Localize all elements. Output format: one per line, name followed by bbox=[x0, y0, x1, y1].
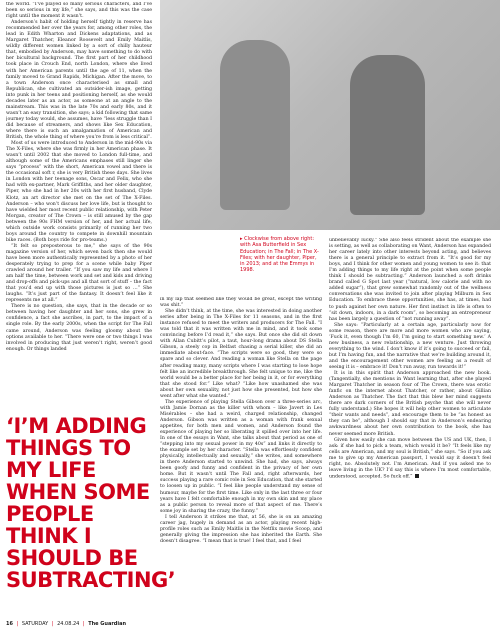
page-number: 16 bbox=[6, 621, 13, 627]
photo-caption bbox=[240, 236, 322, 292]
paragraph-text: Given how easily she can move between the US and UK, then, I ask: if she had to pick a team, which would it be? “It feels like my cells are American, and my soul is British,” she says. “So if you ask me to give up my American passport, I would say it doesn’t feel right, no. Absolutely not. I’m American. And if you asked me to leave living in the UK? I’d say this is where I’m most comfortable, understood, accepted. So fuck off.” bbox=[329, 437, 491, 480]
photo-figure-left bbox=[220, 40, 290, 210]
article-column-2 bbox=[160, 297, 322, 615]
footer-separator: | bbox=[51, 621, 54, 627]
footer-section: SATURDAY bbox=[21, 621, 49, 627]
paragraph: Most of us were introduced to Anderson in the mid-90s via The X-Files, where she was firmly in her American phase. It wasn’t until 2002 that she moved to London full-time, and although some of the Americans emphases still linger she says “process” with the short, American vowel and there is the occasional soft r, she is very British these days. She lives in London with her teenage sons, Oscar and Felix, who she had with ex-partner, Mark Griffiths, and her older daughter, Piper, who she had in her 20s with her first husband, Clyde Klotz, an art director she met on the set of The X-Files. Anderson – who won’t discuss her love life, but is thought to have wielded her most recent public relationship, with Peter Morgan, creator of The Crown – is still amused by the gap between the 90s FHM version of her, and her actual life, which outside work consists primarily of running her two boys around the country to compete in downhill mountain bike races. (Both boys ride for pro-teams.) bbox=[6, 141, 152, 243]
photo-figure-right bbox=[350, 55, 425, 215]
end-mark-icon bbox=[415, 474, 419, 478]
paragraph: “It felt so preposterous to me,” she says of the 90s magazine version of her, which seven back then she would have been more authentically represented by a photo of her desperately trying to prep for a scene while baby Piper crawled around her trailer. “If you saw my life and where I am half the time, between work and set and kids and driving and drop-offs and pick-ups and all that sort of stuff – the fact that you’d end up with those pictures is just so …” She laughs. “It’s just part of the fantasy. It doesn’t feel like it represents me at all.” bbox=[6, 243, 152, 304]
footer-separator: | bbox=[16, 621, 19, 627]
footer-separator: | bbox=[82, 621, 85, 627]
paragraph: There is no question, she says, that in the decade or so between having her daughter and her sons, she grew in confidence, a fact she ascribes, in part, to the impact of a single role. By the early 2000s, when the script for The Fall came around, Anderson was feeling gloomy about the options available to her. “There were one or two things I was involved in producing that just weren’t right, weren’t good enough. Or things landed bbox=[6, 304, 152, 352]
photo-collage bbox=[160, 0, 500, 230]
page-footer bbox=[6, 619, 494, 629]
paragraph: She didn’t think, at the time, she was interested in doing another series after being in The X-Files for 11 seasons, and in the first instance refused to meet the writers and producers for The Fall. “I was told that it was written with me in mind, and it took some convincing before I’d read it,” she says. But once she did sit down with Allan Cubitt’s pilot, a taut, hour-long drama about DS Stella Gibson, a steely cop in Belfast chasing a serial killer, she did an immediate about-face. “The scripts were so good, they were so spare and so clever. And reading a woman like Stella on the page after reading many, many scripts where I was starting to lose hope felt like an incredible breakthrough. She felt unique to me, like the world would be a better place for her being in it, or for everything that she stood for.” Like what? “Like how unashamed she was about her own sexuality, not just how she presented, but how she went after what she wanted.” bbox=[160, 309, 322, 399]
footer-publication: The Guardian bbox=[88, 621, 127, 627]
caption-arrow-icon: ▸ bbox=[240, 236, 243, 242]
paragraph: The experience of playing Stella Gibson over a three-series arc, with Jamie Dornan as the killer with whom – like Javert in Les Misérables – she had a weird, charged relationship, changed Anderson. Gibson was written as a woman with frank sexual appetites, for both men and women, and Anderson found the experience of playing her so liberating it spilled over into her life. In one of the essays in Want, she talks about that period as one of “stepping into my sexual power in my 40s” and links it directly to the example set by her character. “Stella was effortlessly confident physically, intellectually and sexually,” she writes, and somewhere in there Anderson started to unwind. She had, she says, always been goofy and funny and confident in the privacy of her own home. But it wasn’t until The Fall and, right afterwards, her success playing a rare comic role in Sex Education, that she started to loosen up in public. “I feel like people understand my sense of humour, maybe for the first time. Like only in the last three or four years have I felt comfortable enough in my own skin and my place as a public person to reveal more of that aspect of me. There’s some joy in sharing the crazy, the funny.” bbox=[160, 399, 322, 514]
caption-text: Clockwise from above right: with Asa Butterfield in Sex Education; in The Fall; in The X-Files; with her daughter, Piper, in 2013; and at the Emmys in 1998. bbox=[240, 236, 319, 274]
paragraph: It is in this spirit that Anderson approached the new book. (Tangentially, she mentions in Want learning that, after she played Margaret Thatcher in season four of The Crown, there was erotic fanfic on the internet about Thatcher, or rather, about Gillian Anderson as Thatcher. The fact that this blew her mind suggests there are dark corners of the British psyche that she will never fully understand.) She hopes it will help other women to articulate “their wants and needs”, and encourage them to be “as honest as they can be”, although I should say that in Anderson’s endearing awkwardness about her own contribution to the book, she has never seemed more British. bbox=[329, 371, 491, 437]
photo-background bbox=[160, 0, 500, 230]
paragraph: I tell Anderson it strikes me that, at 56, she is on an amazing career jag, hugely in demand as an actor, playing recent high-profile roles such as Emily Maitlis in the Netflix movie Scoop, and generally giving the impression she has inherited the Earth. She doesn’t disagree. “I mean that is true! I feel that, and I feel bbox=[160, 514, 322, 544]
paragraph: Anderson’s habit of holding herself tightly in reserve has recommended her over the years for, among other roles, the lead in Edith Wharton and Dickens adaptations, and as Margaret Thatcher, Eleanor Roosevelt and Emily Maitlis, wildly different women linked by a sort of chilly hauteur that, embodied by Anderson, may have something to do with her bicultural background. The first part of her childhood took place in Crouch End, north London, where she lived with her American parents until the age of 11, when the family moved to Grand Rapids, Michigan. After the move, to a town Anderson once characterised as small and Republican, she cultivated an outsider-ish image, getting into punk in her teens and positioning herself, as she would decades later as an actor, as someone at an angle to the mainstream. This was in the late 70s and early 80s, and it wasn’t an easy transition, she says; a kid following that same journey today would, she assumes, have “less struggle than I did because of streamers, and shows like Sex Education, where there is such an amalgamation of American and British, the whole thing of where you’re from is less critical”. bbox=[6, 20, 152, 141]
paragraph bbox=[329, 438, 491, 481]
footer-date: 24.08.24 bbox=[57, 621, 80, 627]
paragraph: in my lap that seemed like they would be great, except the writing was shit.” bbox=[160, 297, 322, 309]
paragraph: She says: “Particularly at a certain age, particularly now for some reason, there are more and more women who are saying, ‘Fuck it, even though I’m 60, I’m going to start something new.’ A new business, a new relationship, a new venture. Just throwing everything to the wind. I don’t know if it’s going to succeed or fail, but I’m having fun, and the narrative that we’re building around it, and the encouragement other women are feeling as a result of seeing it is – embrace it! Don’t run away, run towards it!” bbox=[329, 322, 491, 370]
paragraph: unbelievably lucky.” She also feels strident about the example she is setting, as well as collaborating on Want, Anderson has expanded her career lately into other interests beyond acting, and believes there is a general principle to extract from it. “It’s good for my boys, and I think for other women and young women to see it: that I’m adding things to my life right at the point when some people think I should be subtracting.” Anderson launched a soft drinks brand called G Spot last year (“natural, low calorie and with no added sugar”), that grew somewhat randomly out of the wellness conversations she was invited to join after playing Milburn in Sex Education. To embrace these opportunities, she has, at times, had to push against her own nature. Her first instinct in life is often to “sit down, indoors, in a dark room”, so becoming an entrepreneur has been largely a question of “not running away”. bbox=[329, 238, 491, 322]
paragraph: the world. “I’ve played so many serious characters, and I’ve been so serious in my life,” she says, and this was the case right until the moment it wasn’t. bbox=[6, 2, 152, 20]
pull-quote: ‘I’M ADDING THINGS TO MY LIFE WHEN SOME PEOPLE THINK I SHOULD BE SUBTRACTING’ bbox=[6, 414, 176, 592]
article-column-1 bbox=[6, 2, 152, 407]
article-column-3 bbox=[329, 238, 491, 615]
